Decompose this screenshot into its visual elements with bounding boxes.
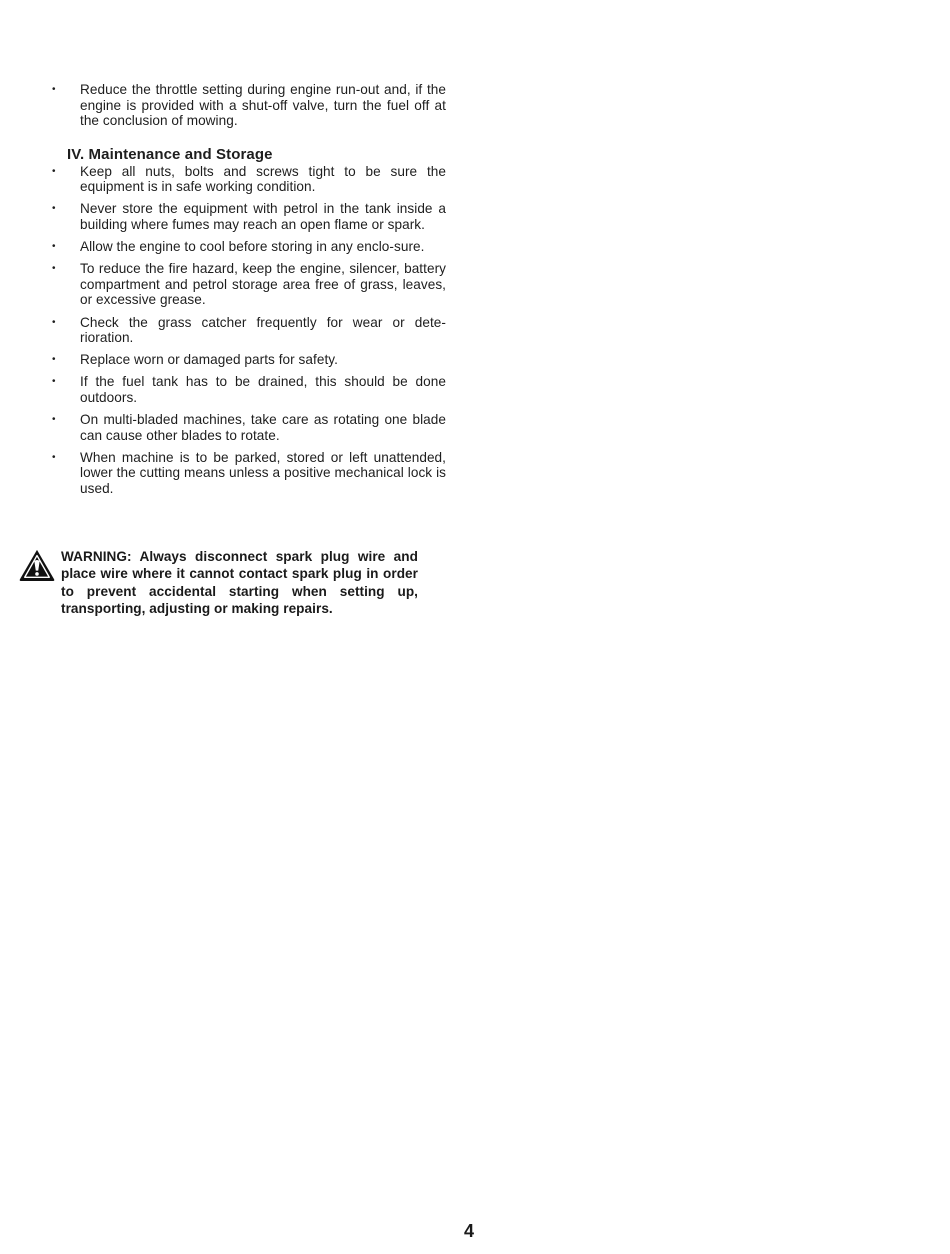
- list-item: • Replace worn or damaged parts for safety.: [52, 352, 446, 368]
- list-item: • To reduce the fire hazard, keep the engine, silencer, battery compartment and petrol storage area free of grass, leaves, or excessive grease.: [52, 261, 446, 308]
- list-item: • When machine is to be parked, stored or left unattended, lower the cutting means unless a positive mechanical lock is used.: [52, 450, 446, 497]
- content-column: [52, 82, 446, 503]
- page-number: 4: [463, 1221, 474, 1241]
- list-item: • If the fuel tank has to be drained, this should be done outdoors.: [52, 374, 446, 405]
- list-item: • Allow the engine to cool before storing in any enclo-sure.: [52, 239, 446, 255]
- list-item: • Keep all nuts, bolts and screws tight to be sure the equipment is in safe working condition.: [52, 164, 446, 195]
- warning-box: [18, 548, 418, 617]
- warning-triangle-icon: [18, 548, 56, 582]
- list-item: • Check the grass catcher frequently for wear or dete-rioration.: [52, 315, 446, 346]
- warning-text: WARNING: Always disconnect spark plug wire and place wire where it cannot contact spark plug in order to prevent accidental starting when setting up, transporting, adjusting or making repairs.: [61, 549, 418, 616]
- maintenance-list: [52, 164, 446, 497]
- section-heading: IV. Maintenance and Storage: [67, 145, 273, 163]
- list-item: • Never store the equipment with petrol in the tank inside a building where fumes may reach an open flame or spark.: [52, 201, 446, 232]
- list-item: • Reduce the throttle setting during engine run-out and, if the engine is provided with a shut-off valve, turn the fuel off at the conclusion of mowing.: [52, 82, 446, 129]
- list-item: • On multi-bladed machines, take care as rotating one blade can cause other blades to rotate.: [52, 412, 446, 443]
